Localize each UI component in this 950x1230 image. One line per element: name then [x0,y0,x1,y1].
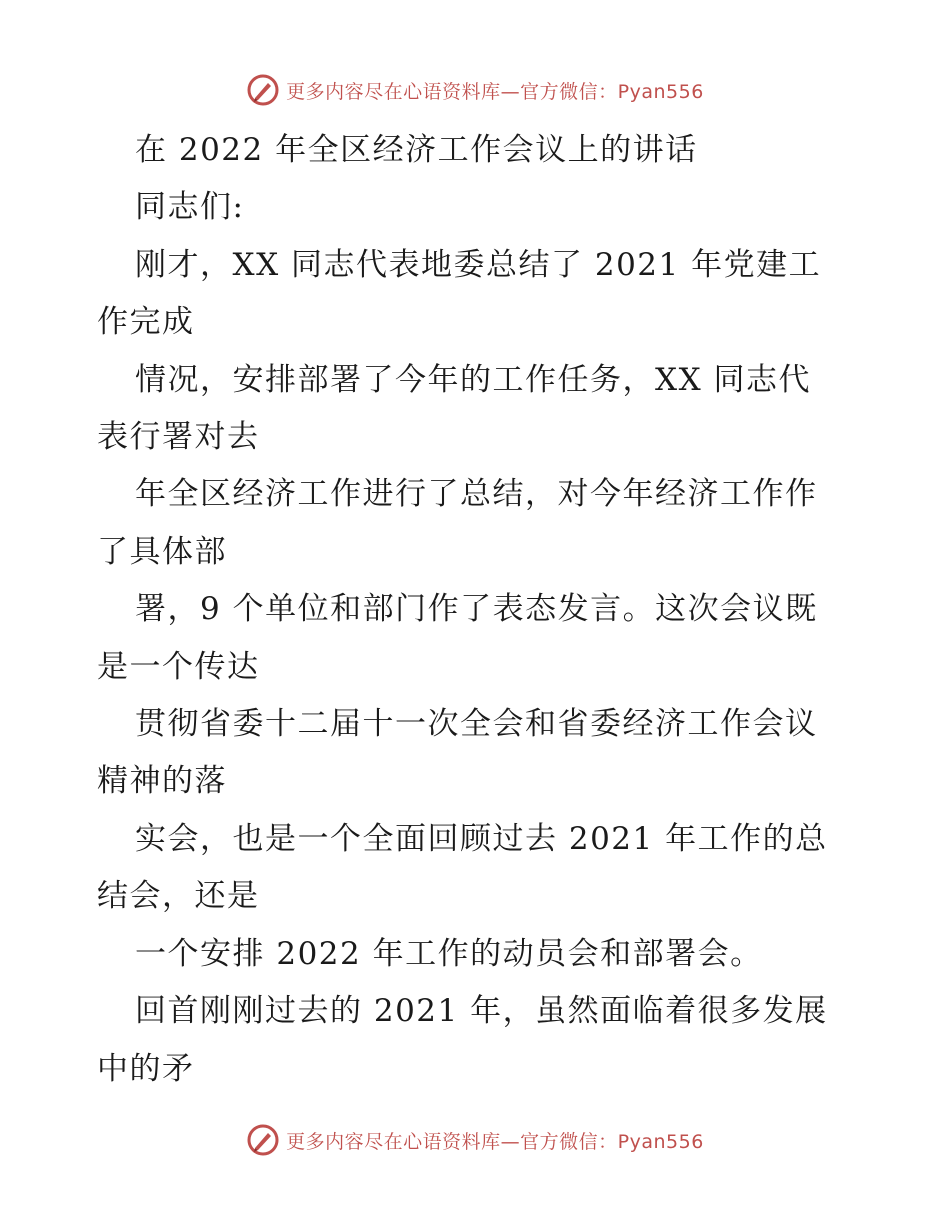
paragraph-line: 刚才，XX 同志代表地委总结了 2021 年党建工 [135,246,822,283]
paragraph-line: 年全区经济工作进行了总结，对今年经济工作作 [135,476,818,513]
document-title: 在 2022 年全区经济工作会议上的讲话 [135,132,698,168]
paragraph-line: 是一个传达 [97,648,260,685]
paragraph-line: 实会，也是一个全面回顾过去 2021 年工作的总 [135,820,828,857]
paragraph-line: 了具体部 [97,533,227,570]
footer-watermark [0,1120,950,1160]
watermark-text: 更多内容尽在心语资料库—官方微信：Pyan556 [286,80,704,103]
paragraph-line: 情况，安排部署了今年的工作任务，XX 同志代 [135,361,811,398]
document-body [97,122,857,1098]
pen-in-circle-icon [246,73,280,107]
paragraph-line: 贯彻省委十二届十一次全会和省委经济工作会议 [135,706,818,743]
paragraph-line: 回首刚刚过去的 2021 年，虽然面临着很多发展 [135,993,828,1030]
paragraph-line: 结会，还是 [97,878,260,915]
pen-in-circle-icon [246,1123,280,1157]
paragraph-line: 中的矛 [97,1050,195,1087]
paragraph-line: 同志们: [135,189,245,226]
watermark-text: 更多内容尽在心语资料库—官方微信：Pyan556 [286,1130,704,1153]
paragraph-line: 一个安排 2022 年工作的动员会和部署会。 [135,935,763,972]
paragraph-line: 作完成 [97,304,195,341]
header-watermark [0,70,950,110]
paragraph-line: 署，9 个单位和部门作了表态发言。这次会议既 [135,591,818,628]
paragraph-line: 精神的落 [97,763,227,800]
paragraph-line: 表行署对去 [97,419,260,456]
